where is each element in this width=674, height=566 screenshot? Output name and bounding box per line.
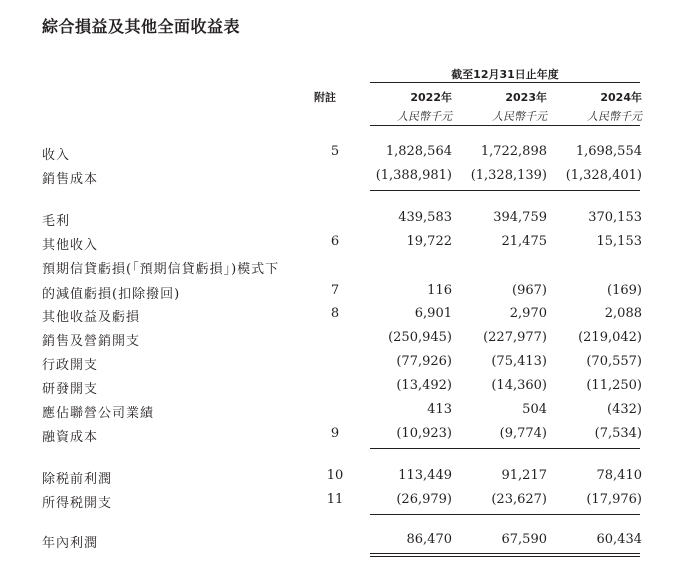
value-2022: 19,722 (406, 234, 452, 249)
table-row (0, 354, 674, 376)
unit-label-2022: 人民幣千元 (397, 110, 452, 123)
total-double-rule-top (370, 553, 640, 554)
subtotal-rule (370, 190, 640, 191)
value-2024: (70,557) (586, 354, 642, 369)
value-2023: (75,413) (491, 354, 547, 369)
row-label: 年內利潤 (42, 536, 99, 551)
row-label: 除税前利潤 (42, 472, 113, 487)
row-label: 的減值虧損(扣除撥回) (42, 287, 181, 302)
value-2024: (7,534) (594, 426, 642, 441)
value-2023: 91,217 (501, 468, 547, 483)
row-note: 9 (330, 426, 340, 441)
total-double-rule-bottom (370, 556, 640, 557)
value-2024: (11,250) (586, 378, 642, 393)
year-2022-header: 2022年 (410, 91, 452, 104)
value-2024: 2,088 (604, 306, 642, 321)
value-2023: (1,328,139) (470, 168, 547, 183)
value-2022: 1,828,564 (385, 144, 452, 159)
value-2024: (432) (607, 402, 642, 417)
row-note: 5 (330, 144, 340, 159)
value-2023: (227,977) (483, 330, 547, 345)
row-label: 銷售及營銷開支 (42, 334, 141, 349)
period-header: 截至12月31日止年度 (451, 68, 559, 81)
table-row (0, 306, 674, 328)
value-2024: (169) (607, 283, 642, 298)
value-2022: 6,901 (414, 306, 452, 321)
value-2024: 370,153 (588, 210, 642, 225)
value-2022: (13,492) (396, 378, 452, 393)
value-2022: 439,583 (398, 210, 452, 225)
table-row (0, 492, 674, 514)
unit-label-2024: 人民幣千元 (587, 110, 642, 123)
value-2024: (17,976) (586, 492, 642, 507)
table-row (0, 283, 674, 305)
value-2023: 2,970 (509, 306, 547, 321)
row-label: 應佔聯營公司業績 (42, 406, 155, 421)
table-row (0, 234, 674, 256)
table-row (0, 144, 674, 166)
row-label: 其他收入 (42, 238, 99, 253)
row-note: 6 (330, 234, 340, 249)
value-2022: (250,945) (388, 330, 452, 345)
row-label: 所得税開支 (42, 496, 113, 511)
row-label: 銷售成本 (42, 172, 99, 187)
year-2024-header: 2024年 (600, 91, 642, 104)
table-row (0, 532, 674, 554)
page-title: 綜合損益及其他全面收益表 (42, 17, 241, 36)
row-label: 預期信貸虧損(「預期信貸虧損」)模式下 (42, 262, 280, 277)
table-row (0, 168, 674, 190)
row-note: 8 (330, 306, 340, 321)
note-column-header: 附註 (314, 91, 336, 104)
row-label: 融資成本 (42, 430, 99, 445)
value-2023: (14,360) (491, 378, 547, 393)
row-note: 10 (326, 468, 344, 483)
table-row (0, 258, 674, 280)
row-note: 11 (326, 492, 344, 507)
value-2023: (967) (512, 283, 547, 298)
value-2022: 86,470 (406, 532, 452, 547)
value-2023: 504 (522, 402, 547, 417)
unit-label-2023: 人民幣千元 (492, 110, 547, 123)
table-row (0, 210, 674, 232)
value-2023: 394,759 (493, 210, 547, 225)
table-row (0, 402, 674, 424)
value-2023: (9,774) (499, 426, 547, 441)
row-label: 收入 (42, 148, 71, 163)
value-2022: (10,923) (396, 426, 452, 441)
value-2024: 15,153 (596, 234, 642, 249)
value-2022: (26,979) (396, 492, 452, 507)
value-2022: 116 (427, 283, 452, 298)
value-2022: (77,926) (396, 354, 452, 369)
table-row (0, 426, 674, 448)
value-2023: 21,475 (501, 234, 547, 249)
row-label: 其他收益及虧損 (42, 310, 141, 325)
value-2023: 1,722,898 (480, 144, 547, 159)
header-rule (370, 125, 640, 126)
table-row (0, 330, 674, 352)
subtotal-rule (370, 514, 640, 515)
value-2024: 60,434 (596, 532, 642, 547)
value-2024: 78,410 (596, 468, 642, 483)
value-2024: (1,328,401) (565, 168, 642, 183)
value-2023: (23,627) (491, 492, 547, 507)
value-2024: 1,698,554 (575, 144, 642, 159)
period-rule (370, 82, 640, 83)
row-label: 毛利 (42, 214, 71, 229)
value-2022: 113,449 (398, 468, 452, 483)
subtotal-rule (370, 448, 640, 449)
year-2023-header: 2023年 (505, 91, 547, 104)
value-2023: 67,590 (501, 532, 547, 547)
value-2022: 413 (427, 402, 452, 417)
row-note: 7 (330, 283, 340, 298)
row-label: 研發開支 (42, 382, 99, 397)
table-row (0, 468, 674, 490)
value-2024: (219,042) (578, 330, 642, 345)
value-2022: (1,388,981) (375, 168, 452, 183)
row-label: 行政開支 (42, 358, 99, 373)
table-row (0, 378, 674, 400)
